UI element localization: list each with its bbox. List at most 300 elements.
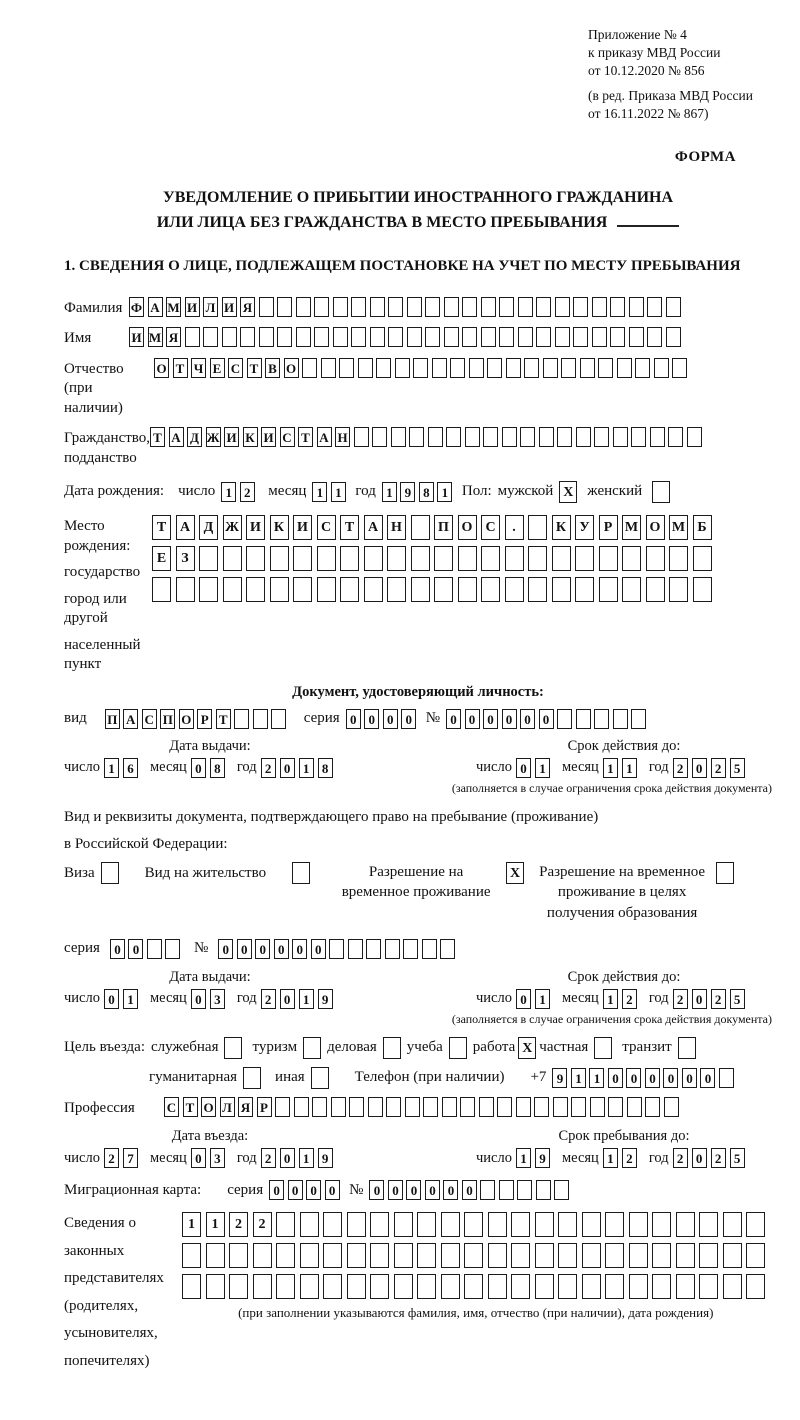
char-cell[interactable] — [432, 358, 447, 378]
char-cell[interactable]: 0 — [692, 989, 707, 1009]
char-cell[interactable]: Т — [298, 427, 313, 447]
char-cell[interactable] — [370, 297, 385, 317]
char-cell[interactable] — [253, 1243, 272, 1268]
char-cell[interactable] — [182, 1243, 201, 1268]
char-cell[interactable]: 0 — [128, 939, 143, 959]
char-cell[interactable]: 2 — [240, 482, 255, 502]
char-cell[interactable]: 0 — [218, 939, 233, 959]
char-cell[interactable] — [333, 297, 348, 317]
char-cell[interactable]: 2 — [711, 758, 726, 778]
char-cell[interactable] — [687, 427, 702, 447]
char-cell[interactable] — [348, 939, 363, 959]
char-cell[interactable]: 1 — [206, 1212, 225, 1237]
char-cell[interactable] — [534, 1097, 549, 1117]
char-cell[interactable]: 0 — [502, 709, 517, 729]
char-cell[interactable] — [552, 577, 571, 602]
char-cell[interactable]: 0 — [325, 1180, 340, 1200]
char-cell[interactable]: Т — [340, 515, 359, 540]
char-cell[interactable]: 0 — [516, 758, 531, 778]
char-cell[interactable] — [511, 1274, 530, 1299]
char-cell[interactable]: И — [185, 297, 200, 317]
char-cell[interactable]: 1 — [312, 482, 327, 502]
char-cell[interactable] — [646, 546, 665, 571]
char-cell[interactable]: А — [148, 297, 163, 317]
char-cell[interactable] — [271, 709, 286, 729]
char-cell[interactable] — [276, 1212, 295, 1237]
char-cell[interactable] — [394, 1274, 413, 1299]
char-cell[interactable]: Ж — [223, 515, 242, 540]
char-cell[interactable]: 3 — [210, 989, 225, 1009]
char-cell[interactable]: 1 — [299, 1148, 314, 1168]
char-cell[interactable]: 0 — [539, 709, 554, 729]
char-cell[interactable] — [388, 297, 403, 317]
char-cell[interactable] — [622, 577, 641, 602]
char-cell[interactable]: 0 — [383, 709, 398, 729]
char-cell[interactable] — [592, 297, 607, 317]
char-cell[interactable]: Л — [220, 1097, 235, 1117]
char-cell[interactable] — [746, 1274, 765, 1299]
char-cell[interactable] — [312, 1097, 327, 1117]
char-cell[interactable] — [627, 1097, 642, 1117]
char-cell[interactable] — [253, 709, 268, 729]
char-cell[interactable]: М — [669, 515, 688, 540]
char-cell[interactable] — [223, 577, 242, 602]
char-cell[interactable]: Н — [387, 515, 406, 540]
char-cell[interactable] — [394, 1243, 413, 1268]
char-cell[interactable]: Р — [599, 515, 618, 540]
char-cell[interactable]: В — [265, 358, 280, 378]
char-cell[interactable] — [558, 1243, 577, 1268]
char-cell[interactable]: О — [154, 358, 169, 378]
char-cell[interactable] — [347, 1243, 366, 1268]
char-cell[interactable] — [314, 327, 329, 347]
char-cell[interactable] — [481, 327, 496, 347]
char-cell[interactable] — [497, 1097, 512, 1117]
char-cell[interactable]: Т — [173, 358, 188, 378]
char-cell[interactable]: 0 — [280, 1148, 295, 1168]
char-cell[interactable]: 2 — [622, 1148, 637, 1168]
char-cell[interactable] — [483, 427, 498, 447]
char-cell[interactable] — [206, 1243, 225, 1268]
char-cell[interactable] — [370, 1274, 389, 1299]
purpose-tourism-checkbox[interactable] — [303, 1037, 321, 1059]
char-cell[interactable]: 0 — [191, 1148, 206, 1168]
char-cell[interactable] — [613, 709, 628, 729]
char-cell[interactable] — [693, 546, 712, 571]
char-cell[interactable] — [417, 1243, 436, 1268]
char-cell[interactable] — [407, 327, 422, 347]
char-cell[interactable]: 0 — [682, 1068, 697, 1088]
char-cell[interactable]: И — [246, 515, 265, 540]
char-cell[interactable]: П — [434, 515, 453, 540]
char-cell[interactable] — [699, 1212, 718, 1237]
char-cell[interactable] — [699, 1274, 718, 1299]
char-cell[interactable]: 0 — [311, 939, 326, 959]
visa-checkbox[interactable] — [101, 862, 119, 884]
char-cell[interactable] — [340, 577, 359, 602]
char-cell[interactable] — [293, 577, 312, 602]
char-cell[interactable]: 0 — [401, 709, 416, 729]
char-cell[interactable] — [206, 1274, 225, 1299]
char-cell[interactable] — [300, 1274, 319, 1299]
char-cell[interactable]: 0 — [269, 1180, 284, 1200]
char-cell[interactable] — [555, 297, 570, 317]
char-cell[interactable] — [631, 427, 646, 447]
char-cell[interactable]: Д — [199, 515, 218, 540]
char-cell[interactable] — [441, 1243, 460, 1268]
char-cell[interactable] — [339, 358, 354, 378]
char-cell[interactable] — [723, 1243, 742, 1268]
char-cell[interactable]: И — [222, 297, 237, 317]
char-cell[interactable]: О — [179, 709, 194, 729]
char-cell[interactable]: 9 — [400, 482, 415, 502]
char-cell[interactable] — [428, 427, 443, 447]
residence-permit-checkbox[interactable] — [292, 862, 310, 884]
char-cell[interactable] — [464, 1274, 483, 1299]
char-cell[interactable] — [434, 577, 453, 602]
char-cell[interactable]: 0 — [645, 1068, 660, 1088]
char-cell[interactable]: С — [142, 709, 157, 729]
char-cell[interactable] — [598, 358, 613, 378]
char-cell[interactable] — [259, 327, 274, 347]
char-cell[interactable] — [558, 1212, 577, 1237]
char-cell[interactable]: Я — [240, 297, 255, 317]
char-cell[interactable] — [366, 939, 381, 959]
char-cell[interactable] — [347, 1274, 366, 1299]
char-cell[interactable]: 0 — [191, 989, 206, 1009]
char-cell[interactable] — [349, 1097, 364, 1117]
char-cell[interactable]: К — [552, 515, 571, 540]
char-cell[interactable] — [575, 577, 594, 602]
char-cell[interactable]: К — [243, 427, 258, 447]
char-cell[interactable] — [629, 1274, 648, 1299]
purpose-other-checkbox[interactable] — [311, 1067, 329, 1089]
char-cell[interactable] — [444, 297, 459, 317]
char-cell[interactable] — [270, 577, 289, 602]
char-cell[interactable] — [409, 427, 424, 447]
char-cell[interactable]: А — [317, 427, 332, 447]
char-cell[interactable]: Е — [210, 358, 225, 378]
char-cell[interactable]: 1 — [104, 758, 119, 778]
char-cell[interactable] — [516, 1097, 531, 1117]
char-cell[interactable] — [645, 1097, 660, 1117]
char-cell[interactable] — [182, 1274, 201, 1299]
char-cell[interactable]: 1 — [123, 989, 138, 1009]
char-cell[interactable] — [576, 709, 591, 729]
char-cell[interactable]: А — [364, 515, 383, 540]
char-cell[interactable] — [417, 1274, 436, 1299]
char-cell[interactable] — [571, 1097, 586, 1117]
char-cell[interactable] — [358, 358, 373, 378]
char-cell[interactable]: 0 — [443, 1180, 458, 1200]
char-cell[interactable]: 7 — [123, 1148, 138, 1168]
char-cell[interactable] — [317, 546, 336, 571]
char-cell[interactable] — [434, 546, 453, 571]
char-cell[interactable] — [488, 1274, 507, 1299]
char-cell[interactable] — [460, 1097, 475, 1117]
char-cell[interactable] — [693, 577, 712, 602]
char-cell[interactable]: 2 — [253, 1212, 272, 1237]
char-cell[interactable] — [296, 297, 311, 317]
char-cell[interactable] — [275, 1097, 290, 1117]
char-cell[interactable] — [370, 1243, 389, 1268]
char-cell[interactable] — [575, 546, 594, 571]
char-cell[interactable]: 9 — [552, 1068, 567, 1088]
char-cell[interactable] — [582, 1243, 601, 1268]
char-cell[interactable] — [394, 1212, 413, 1237]
char-cell[interactable]: 2 — [673, 758, 688, 778]
char-cell[interactable] — [407, 297, 422, 317]
char-cell[interactable]: 0 — [110, 939, 125, 959]
char-cell[interactable]: 5 — [730, 989, 745, 1009]
char-cell[interactable] — [573, 297, 588, 317]
char-cell[interactable] — [539, 427, 554, 447]
char-cell[interactable]: 1 — [221, 482, 236, 502]
char-cell[interactable] — [323, 1212, 342, 1237]
char-cell[interactable]: 1 — [589, 1068, 604, 1088]
char-cell[interactable]: 2 — [104, 1148, 119, 1168]
char-cell[interactable] — [652, 1212, 671, 1237]
char-cell[interactable] — [520, 427, 535, 447]
char-cell[interactable]: 0 — [663, 1068, 678, 1088]
char-cell[interactable]: 2 — [261, 1148, 276, 1168]
char-cell[interactable] — [481, 297, 496, 317]
char-cell[interactable] — [524, 358, 539, 378]
char-cell[interactable]: 0 — [462, 1180, 477, 1200]
char-cell[interactable] — [300, 1212, 319, 1237]
char-cell[interactable] — [573, 327, 588, 347]
char-cell[interactable] — [276, 1274, 295, 1299]
char-cell[interactable] — [652, 1274, 671, 1299]
char-cell[interactable] — [610, 297, 625, 317]
char-cell[interactable]: 0 — [465, 709, 480, 729]
char-cell[interactable] — [423, 1097, 438, 1117]
char-cell[interactable] — [518, 297, 533, 317]
char-cell[interactable] — [605, 1243, 624, 1268]
char-cell[interactable]: 1 — [299, 989, 314, 1009]
char-cell[interactable] — [631, 709, 646, 729]
char-cell[interactable]: Ж — [206, 427, 221, 447]
char-cell[interactable]: 3 — [210, 1148, 225, 1168]
char-cell[interactable] — [672, 358, 687, 378]
char-cell[interactable]: О — [284, 358, 299, 378]
char-cell[interactable] — [610, 327, 625, 347]
char-cell[interactable] — [536, 297, 551, 317]
char-cell[interactable]: А — [176, 515, 195, 540]
char-cell[interactable] — [234, 709, 249, 729]
char-cell[interactable]: Т — [183, 1097, 198, 1117]
purpose-study-checkbox[interactable] — [449, 1037, 467, 1059]
char-cell[interactable]: 0 — [369, 1180, 384, 1200]
char-cell[interactable] — [372, 427, 387, 447]
char-cell[interactable]: . — [505, 515, 524, 540]
char-cell[interactable]: 8 — [210, 758, 225, 778]
char-cell[interactable] — [528, 546, 547, 571]
char-cell[interactable]: И — [224, 427, 239, 447]
char-cell[interactable] — [425, 297, 440, 317]
char-cell[interactable] — [635, 358, 650, 378]
char-cell[interactable]: 9 — [318, 1148, 333, 1168]
char-cell[interactable] — [481, 546, 500, 571]
char-cell[interactable]: 0 — [626, 1068, 641, 1088]
char-cell[interactable]: С — [317, 515, 336, 540]
char-cell[interactable]: 8 — [419, 482, 434, 502]
char-cell[interactable]: 2 — [673, 989, 688, 1009]
char-cell[interactable] — [222, 327, 237, 347]
char-cell[interactable]: 1 — [516, 1148, 531, 1168]
char-cell[interactable]: С — [481, 515, 500, 540]
char-cell[interactable] — [405, 1097, 420, 1117]
char-cell[interactable] — [669, 577, 688, 602]
char-cell[interactable] — [185, 327, 200, 347]
char-cell[interactable] — [676, 1212, 695, 1237]
char-cell[interactable] — [441, 1212, 460, 1237]
char-cell[interactable]: 0 — [274, 939, 289, 959]
char-cell[interactable]: 0 — [700, 1068, 715, 1088]
char-cell[interactable] — [323, 1243, 342, 1268]
char-cell[interactable] — [411, 577, 430, 602]
char-cell[interactable]: Т — [152, 515, 171, 540]
char-cell[interactable] — [300, 1243, 319, 1268]
char-cell[interactable] — [613, 427, 628, 447]
char-cell[interactable] — [582, 1212, 601, 1237]
char-cell[interactable] — [450, 358, 465, 378]
char-cell[interactable] — [511, 1243, 530, 1268]
char-cell[interactable]: 1 — [437, 482, 452, 502]
char-cell[interactable] — [746, 1212, 765, 1237]
temp-residence-checkbox[interactable]: X — [506, 862, 524, 884]
char-cell[interactable] — [386, 1097, 401, 1117]
char-cell[interactable] — [582, 1274, 601, 1299]
char-cell[interactable] — [676, 1274, 695, 1299]
char-cell[interactable]: 1 — [535, 758, 550, 778]
char-cell[interactable] — [413, 358, 428, 378]
char-cell[interactable]: И — [293, 515, 312, 540]
char-cell[interactable] — [480, 1180, 495, 1200]
char-cell[interactable] — [499, 327, 514, 347]
char-cell[interactable]: 2 — [229, 1212, 248, 1237]
char-cell[interactable] — [364, 546, 383, 571]
purpose-transit-checkbox[interactable] — [678, 1037, 696, 1059]
char-cell[interactable] — [555, 327, 570, 347]
char-cell[interactable]: 5 — [730, 758, 745, 778]
char-cell[interactable]: 0 — [692, 758, 707, 778]
char-cell[interactable] — [666, 327, 681, 347]
char-cell[interactable] — [629, 297, 644, 317]
char-cell[interactable] — [147, 939, 162, 959]
char-cell[interactable] — [347, 1212, 366, 1237]
char-cell[interactable]: 0 — [288, 1180, 303, 1200]
char-cell[interactable]: 1 — [622, 758, 637, 778]
char-cell[interactable]: М — [148, 327, 163, 347]
char-cell[interactable] — [229, 1243, 248, 1268]
char-cell[interactable] — [576, 427, 591, 447]
char-cell[interactable] — [323, 1274, 342, 1299]
char-cell[interactable]: 5 — [730, 1148, 745, 1168]
char-cell[interactable] — [719, 1068, 734, 1088]
char-cell[interactable] — [340, 546, 359, 571]
char-cell[interactable] — [296, 327, 311, 347]
char-cell[interactable]: 0 — [608, 1068, 623, 1088]
purpose-private-checkbox[interactable] — [594, 1037, 612, 1059]
char-cell[interactable] — [605, 1274, 624, 1299]
char-cell[interactable]: Ч — [191, 358, 206, 378]
char-cell[interactable]: 0 — [237, 939, 252, 959]
char-cell[interactable]: 0 — [280, 758, 295, 778]
char-cell[interactable]: 0 — [388, 1180, 403, 1200]
char-cell[interactable]: 0 — [516, 989, 531, 1009]
char-cell[interactable] — [411, 546, 430, 571]
char-cell[interactable] — [351, 297, 366, 317]
char-cell[interactable] — [499, 1180, 514, 1200]
char-cell[interactable] — [331, 1097, 346, 1117]
purpose-humanitarian-checkbox[interactable] — [243, 1067, 261, 1089]
char-cell[interactable]: М — [622, 515, 641, 540]
char-cell[interactable] — [403, 939, 418, 959]
char-cell[interactable]: 1 — [182, 1212, 201, 1237]
char-cell[interactable] — [376, 358, 391, 378]
char-cell[interactable] — [481, 577, 500, 602]
char-cell[interactable] — [152, 577, 171, 602]
char-cell[interactable] — [444, 327, 459, 347]
char-cell[interactable] — [499, 297, 514, 317]
char-cell[interactable]: О — [201, 1097, 216, 1117]
char-cell[interactable] — [425, 327, 440, 347]
char-cell[interactable] — [314, 297, 329, 317]
char-cell[interactable] — [647, 327, 662, 347]
char-cell[interactable] — [617, 358, 632, 378]
char-cell[interactable] — [387, 546, 406, 571]
char-cell[interactable]: О — [646, 515, 665, 540]
char-cell[interactable] — [664, 1097, 679, 1117]
char-cell[interactable] — [364, 577, 383, 602]
char-cell[interactable]: 0 — [280, 989, 295, 1009]
char-cell[interactable] — [488, 1243, 507, 1268]
char-cell[interactable] — [321, 358, 336, 378]
char-cell[interactable] — [723, 1212, 742, 1237]
char-cell[interactable] — [302, 358, 317, 378]
char-cell[interactable] — [594, 427, 609, 447]
char-cell[interactable] — [479, 1097, 494, 1117]
char-cell[interactable] — [240, 327, 255, 347]
char-cell[interactable]: 8 — [318, 758, 333, 778]
char-cell[interactable] — [277, 297, 292, 317]
char-cell[interactable] — [270, 546, 289, 571]
char-cell[interactable] — [458, 546, 477, 571]
char-cell[interactable] — [647, 297, 662, 317]
char-cell[interactable]: 1 — [299, 758, 314, 778]
char-cell[interactable] — [676, 1243, 695, 1268]
char-cell[interactable] — [502, 427, 517, 447]
sex-female-checkbox[interactable] — [652, 481, 670, 503]
char-cell[interactable] — [165, 939, 180, 959]
char-cell[interactable]: 0 — [104, 989, 119, 1009]
char-cell[interactable] — [580, 358, 595, 378]
char-cell[interactable]: С — [280, 427, 295, 447]
char-cell[interactable] — [699, 1243, 718, 1268]
char-cell[interactable] — [535, 1274, 554, 1299]
char-cell[interactable]: Л — [203, 297, 218, 317]
char-cell[interactable] — [511, 1212, 530, 1237]
char-cell[interactable]: 6 — [123, 758, 138, 778]
char-cell[interactable] — [505, 546, 524, 571]
char-cell[interactable] — [669, 546, 688, 571]
char-cell[interactable] — [594, 709, 609, 729]
char-cell[interactable] — [535, 1212, 554, 1237]
char-cell[interactable] — [666, 297, 681, 317]
char-cell[interactable] — [422, 939, 437, 959]
char-cell[interactable]: 0 — [406, 1180, 421, 1200]
